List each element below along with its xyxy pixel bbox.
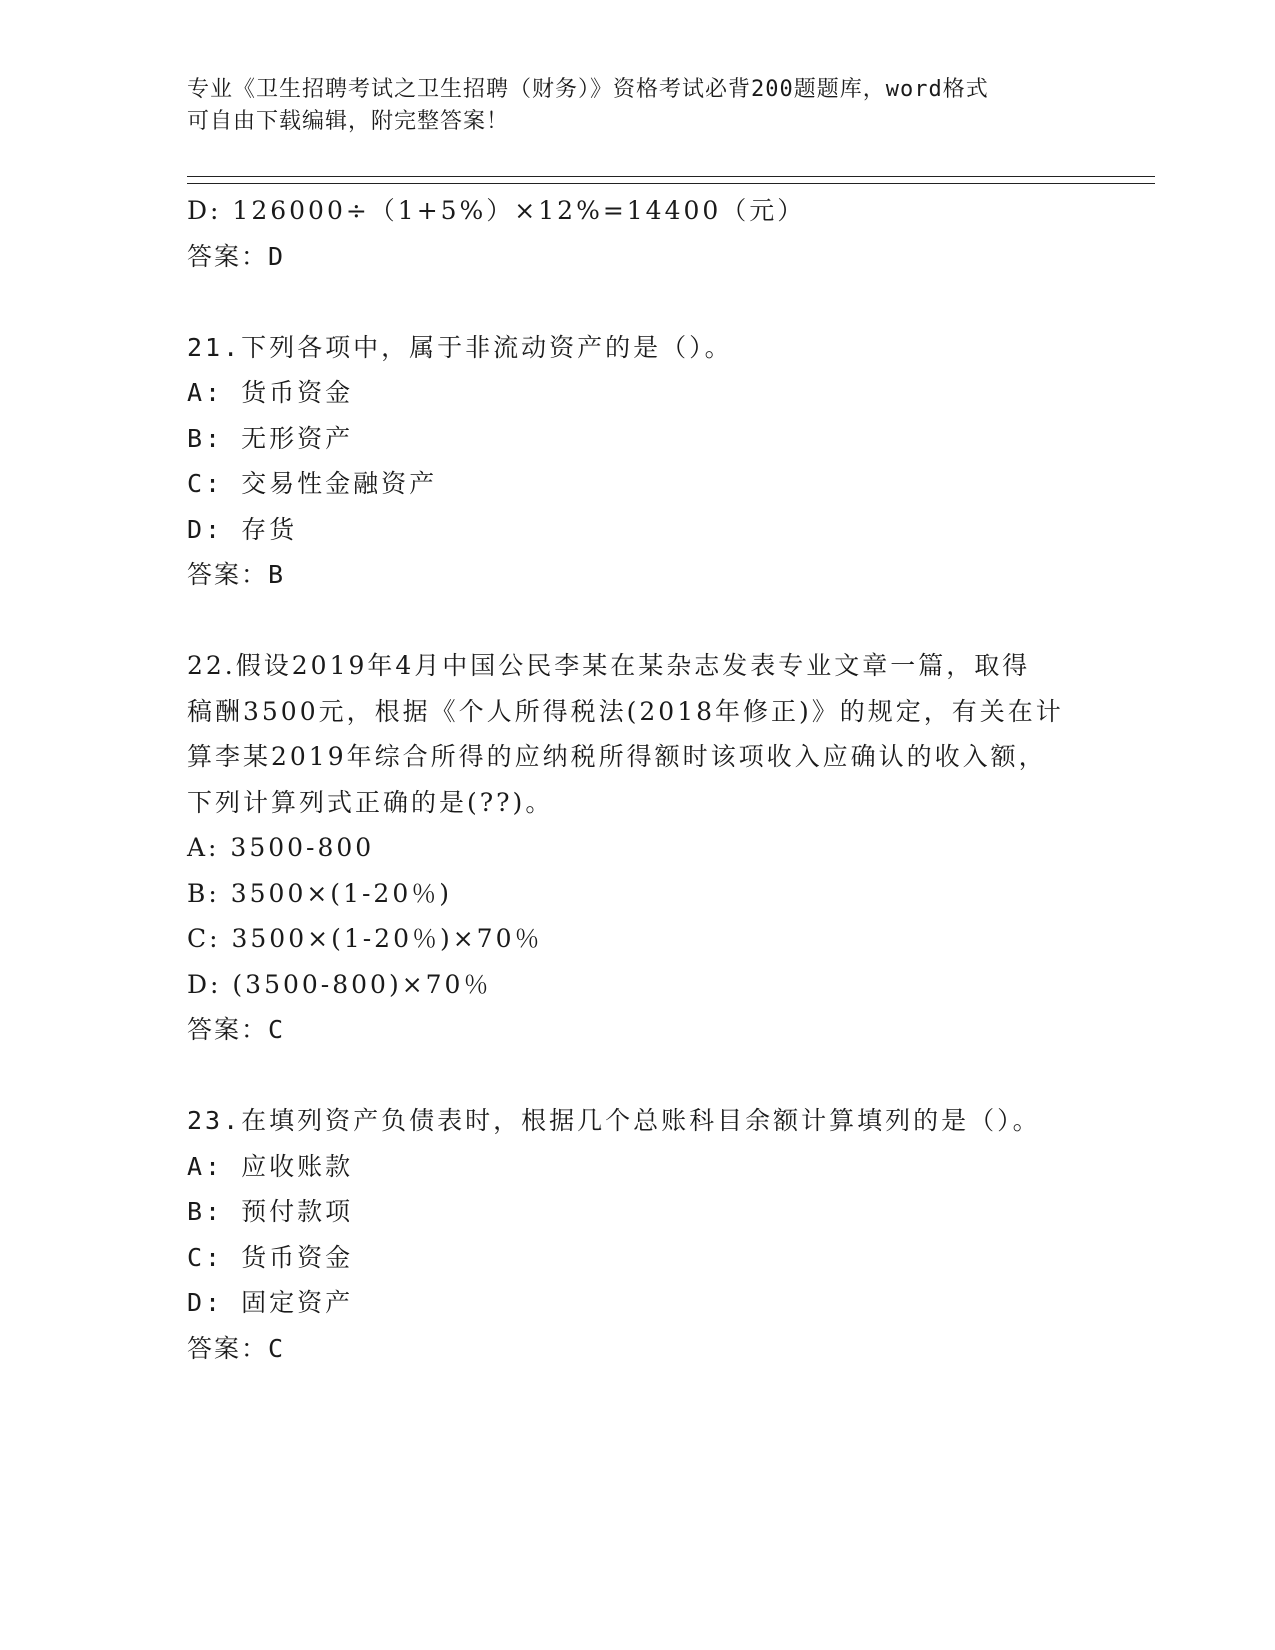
option-d: D: 存货 [187,514,298,544]
stem-line: 22.假设2019年4月中国公民李某在某杂志发表专业文章一篇，取得 [187,651,1031,680]
answer-line: 答案：C [187,1333,286,1363]
question-stem [187,643,1087,825]
header-line-2: 可自由下载编辑，附完整答案！ [187,109,510,134]
option-d: D: 固定资产 [187,1288,354,1317]
question-22 [187,643,1087,1053]
option-a: A: 3500-800 [187,833,375,862]
option-b: B: 无形资产 [187,423,354,453]
option-d: D: (3500-800)×70％ [187,969,492,999]
question-23 [187,1098,1087,1371]
question-21 [187,325,1087,598]
answer-line: 答案：C [187,1015,286,1044]
question-stem [187,325,1087,371]
option-c: C: 交易性金融资产 [187,469,438,498]
previous-question-tail [187,188,1087,279]
answer-line: 答案：B [187,560,286,589]
document-header [187,74,1087,138]
option-a: A: 应收账款 [187,1151,354,1181]
option-a: A: 货币资金 [187,378,354,407]
option-c: C: 货币资金 [187,1242,354,1272]
header-line-1: 专业《卫生招聘考试之卫生招聘（财务）》资格考试必背200题题库，word格式 [187,77,989,102]
stem-line: 下列计算列式正确的是(??)。 [187,787,554,817]
stem-line: 21.下列各项中，属于非流动资产的是（）。 [187,332,733,362]
answer-line: 答案：D [187,241,286,271]
spacer [187,279,1087,325]
stem-line: 稿酬3500元，根据《个人所得税法(2018年修正)》的规定，有关在计 [187,696,1064,726]
document-body [187,188,1087,1371]
option-b: B: 预付款项 [187,1197,354,1226]
option-c: C: 3500×(1-20％)×70％ [187,924,543,953]
header-divider [187,176,1155,184]
spacer [187,1053,1087,1099]
option-d: D: 126000÷（1+5%）×12%=14400（元） [187,196,806,225]
stem-line: 算李某2019年综合所得的应纳税所得额时该项收入应确认的收入额， [187,742,1047,771]
spacer [187,598,1087,644]
stem-line: 23.在填列资产负债表时，根据几个总账科目余额计算填列的是（）。 [187,1106,1041,1135]
question-stem [187,1098,1087,1144]
option-b: B: 3500×(1-20％) [187,878,452,908]
